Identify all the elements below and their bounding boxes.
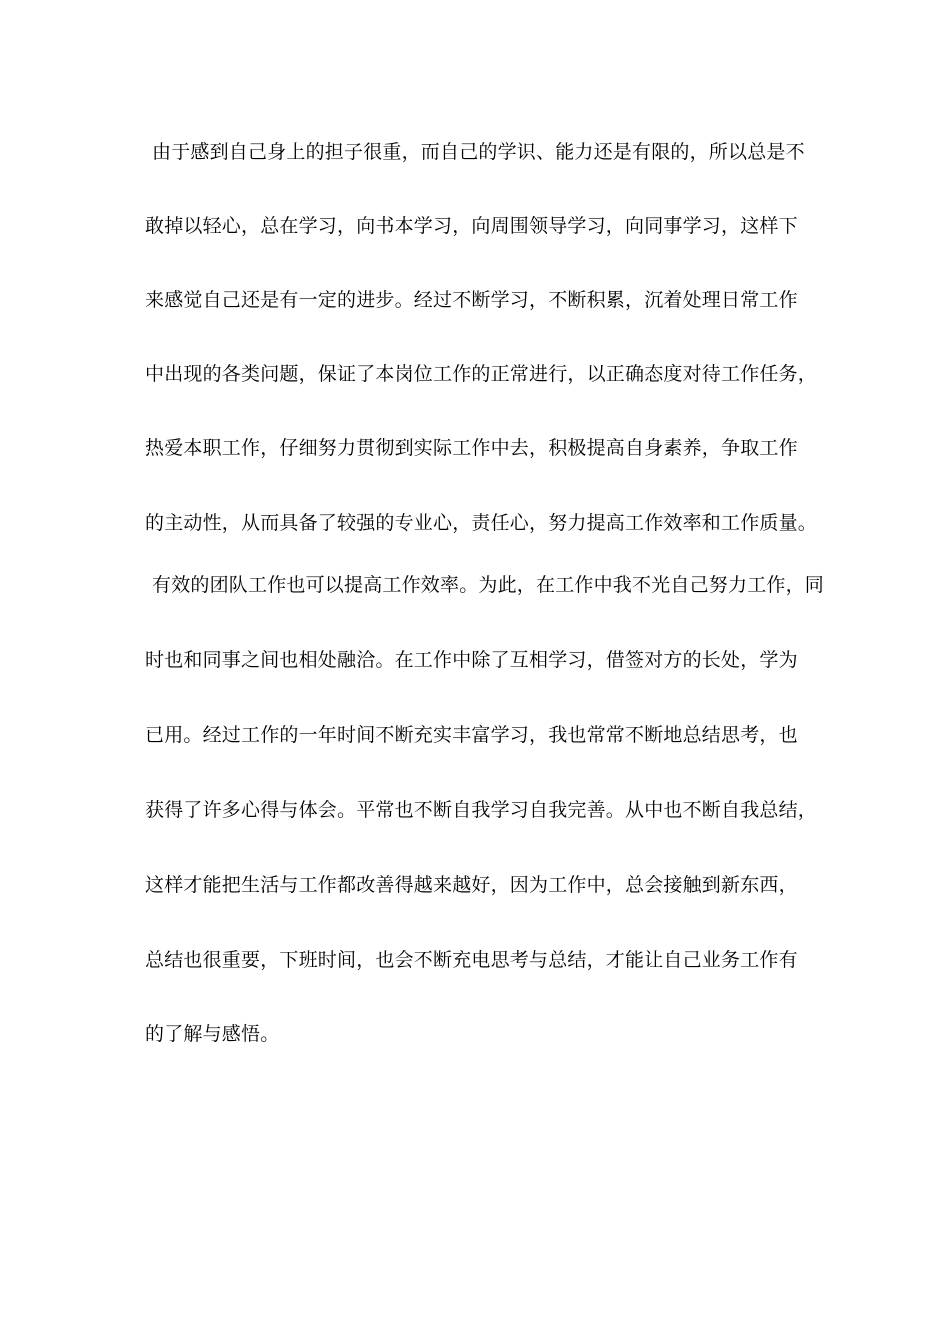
text-line-5: 热爱本职工作，仔细努力贯彻到实际工作中去，积极提高自身素养，争取工作: [145, 437, 798, 459]
text-line-9: 已用。经过工作的一年时间不断充实丰富学习，我也常常不断地总结思考，也: [145, 724, 798, 746]
text-line-7: 有效的团队工作也可以提高工作效率。为此，在工作中我不光自己努力工作，同: [152, 574, 825, 596]
text-line-1: 由于感到自己身上的担子很重，而自己的学识、能力还是有限的，所以总是不: [152, 141, 805, 163]
text-line-13: 的了解与感悟。: [145, 1023, 280, 1045]
text-line-11: 这样才能把生活与工作都改善得越来越好，因为工作中，总会接触到新东西，: [145, 874, 798, 896]
text-line-4: 中出现的各类问题，保证了本岗位工作的正常进行，以正确态度对待工作任务，: [145, 363, 818, 385]
text-line-2: 敢掉以轻心，总在学习，向书本学习，向周围领导学习，向同事学习，这样下: [145, 215, 798, 237]
text-line-8: 时也和同事之间也相处融洽。在工作中除了互相学习，借签对方的长处，学为: [145, 649, 798, 671]
text-line-10: 获得了许多心得与体会。平常也不断自我学习自我完善。从中也不断自我总结，: [145, 799, 818, 821]
text-line-12: 总结也很重要，下班时间，也会不断充电思考与总结，才能让自己业务工作有: [145, 949, 798, 971]
text-line-6: 的主动性，从而具备了较强的专业心，责任心，努力提高工作效率和工作质量。: [145, 512, 818, 534]
text-line-3: 来感觉自己还是有一定的进步。经过不断学习，不断积累，沉着处理日常工作: [145, 289, 798, 311]
